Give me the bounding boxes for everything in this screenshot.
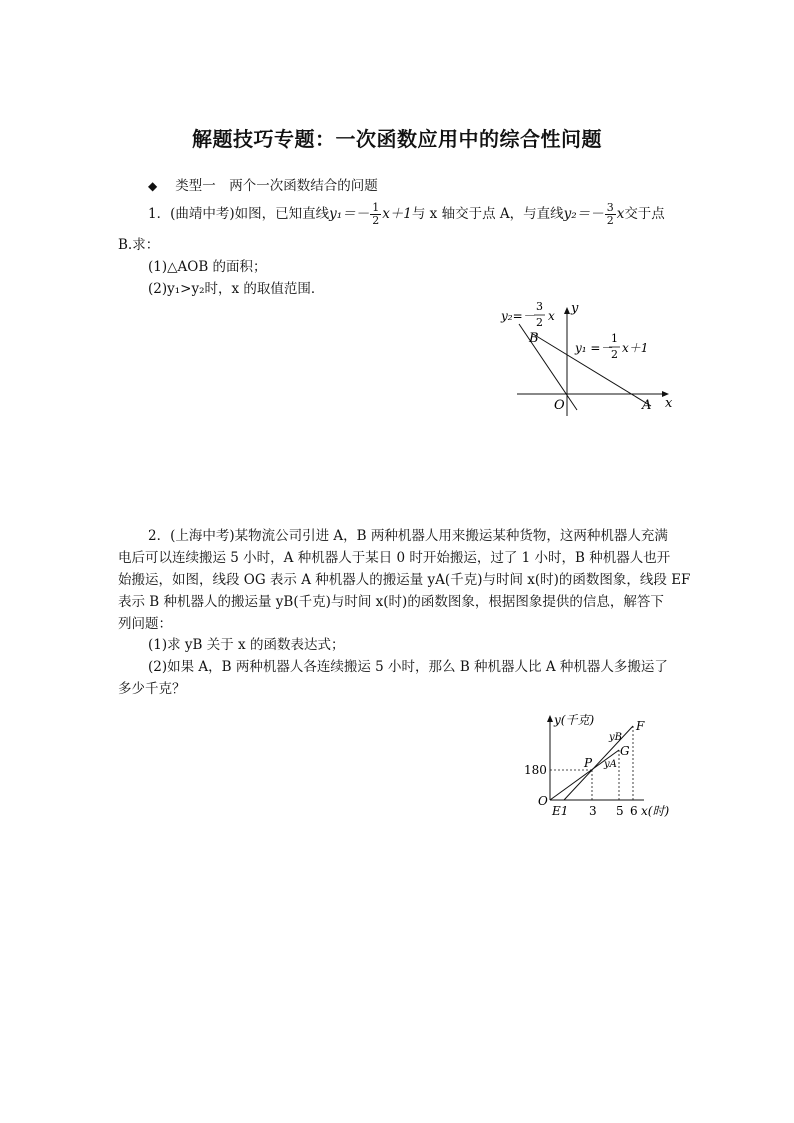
fig2-tick-E1: E1 — [552, 804, 569, 818]
line-y2 — [519, 324, 577, 410]
q1-line1 — [148, 202, 665, 227]
fig1-point-A: A — [642, 398, 652, 413]
q1-number: 1． — [148, 206, 171, 222]
q2-line3: 始搬运，如图，线段 OG 表示 A 种机器人的搬运量 yA(千克)与时间 x(时)的函数图象，线段 EF — [118, 572, 691, 588]
q1-figure — [495, 296, 685, 422]
q1-source: (曲靖中考) — [170, 206, 235, 222]
fig1-y2-label: y₂=－ — [501, 309, 535, 323]
q1-frac2-num: 3 — [606, 201, 614, 214]
q1-y2-rhs: x — [616, 206, 625, 222]
fig1-y1-den: 2 — [611, 348, 618, 361]
q1-y1-lhs: y₁＝－ — [329, 206, 370, 222]
fig1-y2-num: 3 — [536, 300, 543, 313]
y-axis-arrow-icon — [564, 307, 570, 314]
q1-frac2-den: 2 — [606, 214, 614, 227]
q2-number: 2． — [148, 528, 171, 544]
fig1-y-axis-label: y — [571, 301, 579, 316]
type-heading — [148, 174, 378, 194]
q1-fraction-2 — [605, 202, 616, 227]
fig2-yB-label: yB — [609, 732, 622, 743]
q2-sub2a: (2)如果 A，B 两种机器人各连续搬运 5 小时，那么 B 种机器人比 A 种机器人多搬运了 — [148, 659, 668, 675]
q1-fraction-1 — [370, 202, 381, 227]
fig2-tick-5: 5 — [616, 804, 624, 818]
fig2-tick-6: 6 — [630, 804, 638, 818]
q2-sub2b: 多少千克？ — [118, 681, 186, 697]
fig2-yA-label: yA — [604, 759, 617, 770]
type-heading-text: 类型一 两个一次函数结合的问题 — [175, 178, 378, 194]
fig2-y-axis-arrow-icon — [547, 715, 553, 722]
q1-y1-rhs: x＋1 — [382, 206, 412, 222]
q1-line2: B.求： — [118, 237, 160, 253]
q1-y2-lhs: y₂＝－ — [563, 206, 604, 222]
q1-text-a: 如图，已知直线 — [234, 206, 330, 222]
fig1-y1-tail: x＋1 — [622, 341, 649, 355]
fig1-origin-O: O — [554, 398, 565, 413]
fig2-origin-O: O — [538, 794, 548, 808]
diamond-bullet-icon: ◆ — [148, 179, 158, 193]
q2-line4: 表示 B 种机器人的搬运量 yB(千克)与时间 x(时)的函数图象，根据图象提供的信息，解答下 — [118, 594, 664, 610]
fig1-point-B: B — [529, 331, 539, 346]
fig2-tick-180: 180 — [524, 763, 547, 777]
q2-figure — [520, 710, 680, 818]
q2-text-1: 某物流公司引进 A，B 两种机器人用来搬运某种货物，这两种机器人充满 — [234, 528, 668, 544]
fig2-point-F: F — [636, 719, 645, 733]
q1-sub1: (1)△AOB 的面积； — [148, 259, 267, 275]
fig1-y1-label: y₁ =－ — [575, 341, 613, 355]
page-title: 解题技巧专题：一次函数应用中的综合性问题 — [192, 127, 602, 151]
fig1-y2-x: x — [548, 309, 555, 323]
fig1-x-axis-label: x — [665, 396, 673, 411]
fig2-point-P: P — [584, 756, 593, 770]
fig2-x-axis-label: x(时) — [641, 804, 670, 818]
q2-line5: 列问题： — [118, 616, 172, 632]
fig2-point-G: G — [620, 744, 630, 758]
fig1-y1-num: 1 — [611, 332, 618, 345]
fig2-line-EF — [564, 726, 633, 800]
q2-line1 — [148, 525, 668, 547]
fig2-y-axis-label: y(千克) — [554, 713, 595, 727]
q1-text-c: 交于点 — [624, 206, 665, 222]
q1-frac1-den: 2 — [372, 214, 380, 227]
q1-text-b: 与 x 轴交于点 A，与直线 — [411, 206, 564, 222]
q2-sub1: (1)求 yB 关于 x 的函数表达式； — [148, 637, 345, 653]
q1-frac1-num: 1 — [372, 201, 380, 214]
q2-source: (上海中考) — [170, 528, 235, 544]
fig2-tick-3: 3 — [589, 804, 597, 818]
q2-line2: 电后可以连续搬运 5 小时，A 种机器人于某日 0 时开始搬运，过了 1 小时，B 种机器人也开 — [118, 550, 671, 566]
fig1-y2-den: 2 — [536, 316, 543, 329]
q1-sub2: (2)y₁>y₂时，x 的取值范围． — [148, 281, 325, 297]
